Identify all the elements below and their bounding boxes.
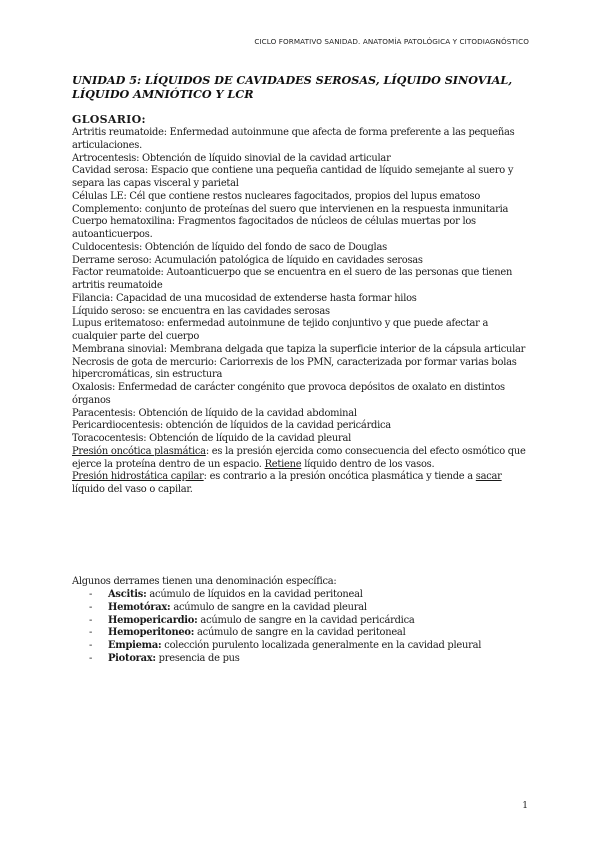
glossary-definition: : Acumulación patológica de líquido en cavidades serosas <box>148 254 423 266</box>
glossary-entry <box>72 255 532 268</box>
glossary-entry <box>72 306 532 319</box>
glossary-definition: : Capacidad de una mucosidad de extenderse hasta formar hilos <box>110 292 417 304</box>
list-item <box>89 615 529 628</box>
glossary-definition: : Fragmentos fagocitados de núcleos de células muertas por los autoanticuerpos. <box>72 216 476 240</box>
list-item <box>89 640 529 653</box>
glossary-term: Presión hidrostática capilar <box>72 471 204 483</box>
glossary-term: Membrana sinovial <box>72 343 164 355</box>
glossary-definition: : Obtención de líquido de la cavidad abdominal <box>132 407 357 419</box>
effusion-definition: acúmulo de sangre en la cavidad pericárdica <box>197 614 415 626</box>
glossary-term: Oxalosis <box>72 382 112 393</box>
effusion-definition: presencia de pus <box>155 652 240 664</box>
glossary-definition: : Membrana delgada que tapiza la superficie interior de la cápsula articular <box>163 343 526 355</box>
glossary-definition: : enfermedad autoinmune de tejido conjuntivo y que puede afectar a cualquier parte del cuerpo <box>72 318 489 342</box>
list-item <box>89 589 529 602</box>
glossary-entry <box>72 408 532 421</box>
bullet-dash: - <box>89 601 93 613</box>
bullet-dash: - <box>89 652 93 664</box>
effusion-term: Empiema: <box>108 640 162 651</box>
glossary-definition: : es contrario a la presión oncótica plasmática y tiende a <box>203 471 476 483</box>
effusion-definition: colección purulento localizada generalmente en la cavidad pleural <box>161 640 482 651</box>
glossary-definition: : Cél que contiene restos nucleares fagocitados, propios del lupus ematoso <box>123 190 481 202</box>
effusion-term: Hemotórax: <box>108 601 171 613</box>
effusion-term: Piotorax: <box>108 652 156 664</box>
underlined-word: sacar <box>475 471 502 483</box>
glossary-definition: : se encuentra en las cavidades serosas <box>142 305 330 317</box>
list-item <box>89 627 529 640</box>
glossary-entry <box>72 216 532 242</box>
glossary-term: Pericardiocentesis <box>72 420 160 432</box>
list-item <box>89 653 529 666</box>
glossary-entry <box>72 357 532 383</box>
glossary-term: Cuerpo hematoxilina <box>72 216 172 228</box>
glossary-term: Líquido seroso <box>72 305 143 317</box>
glossary-definition: : Cariorrexis de los PMN, caracterizada por formar varias bolas hipercromáticas, sin estructura <box>72 356 517 381</box>
glossary-term: Toracocentesis <box>72 433 144 444</box>
glossary-term: Complemento <box>72 203 139 215</box>
effusion-term: Hemopericardio: <box>108 614 198 626</box>
bullet-dash: - <box>89 589 93 600</box>
glossary-definition: : conjunto de proteínas del suero que intervienen en la respuesta inmunitaria <box>138 203 509 215</box>
glossary-definition: : Enfermedad autoinmune que afecta de forma preferente a las pequeñas articulaciones. <box>72 127 515 151</box>
glossary-term: Derrame seroso <box>72 254 149 266</box>
effusion-definition: acúmulo de sangre en la cavidad pleural <box>170 601 367 613</box>
glossary-list <box>72 127 532 497</box>
glossary-entry <box>72 191 532 204</box>
unit-title-line-2: LÍQUIDO AMNIÓTICO Y LCR <box>72 87 254 101</box>
unit-title-line-1: UNIDAD 5: LÍQUIDOS DE CAVIDADES SEROSAS, LÍQUIDO SINOVIAL, <box>72 73 513 87</box>
running-header: CICLO FORMATIVO SANIDAD. ANATOMÍA PATOLÓGICA Y CITODIAGNÓSTICO <box>254 37 529 46</box>
glossary-definition: : es la presión ejercida como consecuencia del efecto osmótico que ejerce la proteína dentro de un espacio. <box>72 445 526 470</box>
glossary-entry-oncotic-pressure <box>72 446 532 472</box>
glossary-term: Artrocentesis <box>72 152 137 164</box>
glossary-definition: líquido del vaso o capilar. <box>72 484 193 495</box>
glossary-term: Filancia <box>72 292 110 304</box>
unit-title <box>72 73 532 101</box>
glossary-entry <box>72 153 532 166</box>
bullet-dash: - <box>89 614 93 626</box>
glossary-entry <box>72 382 532 408</box>
effusion-definition: acúmulo de sangre en la cavidad peritoneal <box>194 627 406 639</box>
glossary-definition: líquido dentro de los vasos. <box>301 458 435 470</box>
glossary-entry <box>72 204 532 217</box>
glossary-entry <box>72 420 532 433</box>
glossary-entry <box>72 344 532 357</box>
glossary-entry <box>72 165 532 191</box>
effusion-definition: acúmulo de líquidos en la cavidad peritoneal <box>146 589 363 600</box>
glossary-entry <box>72 242 532 255</box>
effusions-intro: Algunos derrames tienen una denominación específica: <box>72 576 337 587</box>
glossary-definition: : Espacio que contiene una pequeña cantidad de líquido semejante al suero y separa las capas visceral y parietal <box>72 165 514 189</box>
glossary-term: Células LE <box>72 190 124 202</box>
glossary-term: Presión oncótica plasmática <box>72 445 206 457</box>
glossary-entry <box>72 127 532 153</box>
glossary-entry <box>72 293 532 306</box>
bullet-dash: - <box>89 640 93 651</box>
glossary-definition: : Obtención de líquido de la cavidad pleural <box>143 433 352 444</box>
glossary-definition: : Autoanticuerpo que se encuentra en el suero de las personas que tienen artritis reumatoide <box>72 267 513 291</box>
effusion-term: Hemoperitoneo: <box>108 627 195 639</box>
glossary-definition: : Obtención de líquido sinovial de la cavidad articular <box>136 152 391 164</box>
glossary-entry <box>72 433 532 446</box>
glossary-term: Necrosis de gota de mercurio <box>72 356 214 368</box>
glossary-entry <box>72 318 532 344</box>
glossary-term: Paracentesis <box>72 407 133 419</box>
page-number: 1 <box>522 801 528 811</box>
glossary-definition: : Enfermedad de carácter congénito que provoca depósitos de oxalato en distintos órganos <box>72 382 505 406</box>
glossary-definition: : Obtención de líquido del fondo de saco de Douglas <box>138 241 387 253</box>
glossary-term: Factor reumatoide <box>72 267 161 279</box>
glossary-entry-hydrostatic-pressure <box>72 471 532 497</box>
effusion-term: Ascitis: <box>108 589 147 600</box>
glossary-definition: : obtención de líquidos de la cavidad pericárdica <box>159 420 391 432</box>
underlined-word: Retiene <box>264 458 302 470</box>
glossary-term: Artritis reumatoide <box>72 127 164 138</box>
list-item <box>89 602 529 615</box>
glossary-term: Lupus eritematoso <box>72 318 162 330</box>
glossary-heading: GLOSARIO: <box>72 113 146 126</box>
glossary-term: Culdocentesis <box>72 241 139 253</box>
bullet-dash: - <box>89 627 93 639</box>
effusion-list <box>89 589 529 666</box>
glossary-term: Cavidad serosa <box>72 165 145 177</box>
glossary-entry <box>72 267 532 293</box>
